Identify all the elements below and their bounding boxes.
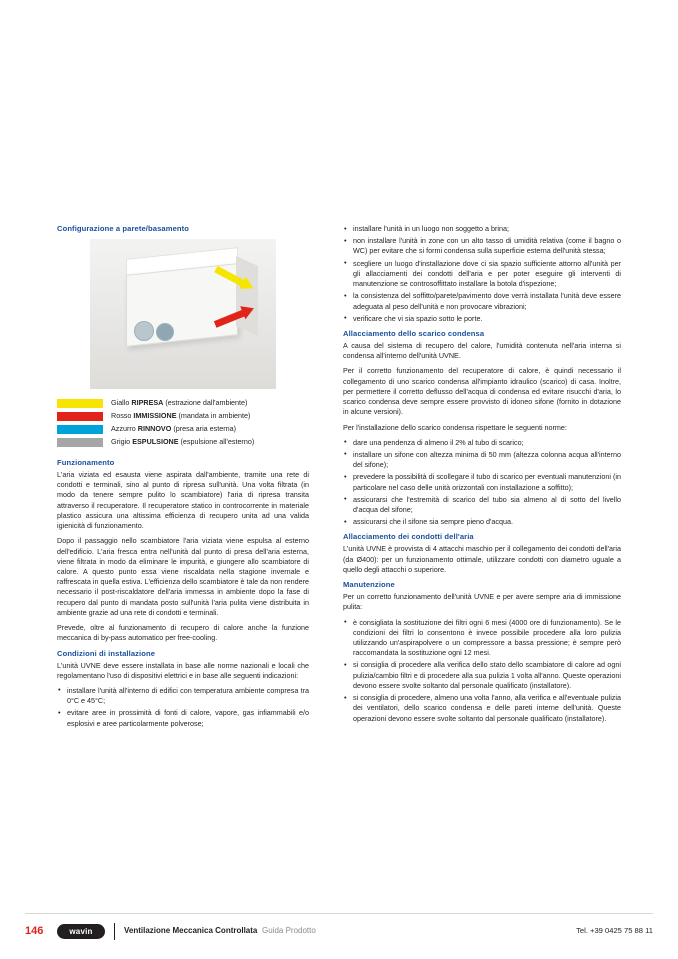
legend-label: [111, 412, 250, 421]
legend-item: [57, 425, 309, 434]
list-item: • è consigliata la sostituzione dei filtri ogni 6 mesi (4000 ore di funzionamento). Se le condizioni dei filtri lo consentono è invece possibile procedere alla loro pulizia utilizzando un'aspirapolvere o un compressore a bassa pressione; è sempre però raccomandata la sostituzione ogni 12 mesi.: [343, 618, 621, 659]
legend-color-name: Grigio: [111, 437, 131, 447]
configuration-heading: Configurazione a parete/basamento: [57, 224, 189, 233]
list-item: • verificare che vi sia spazio sotto le porte.: [343, 314, 621, 324]
condensa-paragraph-2: Per il corretto funzionamento del recuperatore di calore, è quindi necessario il collegamento di uno scarico condensa all'impianto idraulico (scarico) di casa. Inoltre, per permettere il corretto deflusso dell'acqua di condensa ed evitare risucchi d'aria, lo scarico condensa deve sempre essere provvisto di idoneo sifone (fornito in dotazione in alcune versioni).: [343, 366, 621, 417]
legend-label: [111, 399, 247, 408]
footer-subtitle: Guida Prodotto: [262, 926, 316, 935]
spacer: [57, 451, 309, 458]
unit-side-face: [236, 256, 258, 336]
footer-title: Ventilazione Meccanica Controllata: [124, 926, 258, 935]
legend-swatch-grigio: [57, 438, 103, 447]
legend-color-name: Rosso: [111, 411, 132, 421]
list-item: • prevedere la possibilità di scollegare il tubo di scarico per eventuali manutenzioni (in particolare nel caso delle unità orizzontali con installazione a soffitto);: [343, 472, 621, 492]
legend-item: [57, 412, 309, 421]
legend-swatch-azzurro: [57, 425, 103, 434]
list-item: • assicurarsi che il sifone sia sempre pieno d'acqua.: [343, 517, 621, 527]
installation-conditions-bullet-list: [343, 224, 621, 324]
footer-divider: [25, 913, 653, 914]
page-footer: [0, 913, 678, 959]
legend-label: [111, 425, 236, 434]
installazione-heading: Condizioni di installazione: [57, 648, 156, 658]
list-item: • assicurarsi che l'estremità di scarico del tubo sia almeno al di sotto del livello d'acqua del sifone;: [343, 495, 621, 515]
list-item: • dare una pendenza di almeno il 2% al tubo di scarico;: [343, 438, 621, 448]
legend-item: [57, 438, 309, 447]
legend-color-name: Giallo: [111, 398, 130, 408]
unit-duct-connector-2: [156, 323, 174, 341]
condensa-paragraph-1: A causa del sistema di recupero del calore, l'umidità contenuta nell'aria interna si condensa all'interno dell'unità UVNE.: [343, 340, 621, 361]
list-item: • evitare aree in prossimità di fonti di calore, vapore, gas infiammabili e/o esplosivi e aree particolarmente polverose;: [57, 708, 309, 728]
list-item: • si consiglia di procedere alla verifica dello stato dello scambiatore di calore ad ogni pulizia/cambio filtri e di procedere alla sua pulizia 1 volta all'anno. Queste operazioni devono essere svolte soltanto dal personale qualificato (installatore).: [343, 660, 621, 691]
list-item: • scegliere un luogo d'installazione dove ci sia spazio sufficiente attorno all'unità per gli allacciamenti dei condotti dell'aria e per poter eseguire gli interventi di manutenzione se controsoffittato installare la botola d'ispezione;: [343, 259, 621, 290]
legend-color-name: Azzurro: [111, 424, 136, 434]
unit-photo: [57, 239, 309, 389]
unit-duct-connector-1: [134, 321, 154, 341]
legend-flow-name: RIPRESA: [131, 398, 164, 408]
right-column: [343, 224, 621, 729]
unit-photo-background: [90, 239, 276, 389]
list-item: • non installare l'unità in zone con un alto tasso di umidità relativa (come il bagno o WC) per evitare che si formi condensa sulla superficie esterna dell'unità stessa;: [343, 236, 621, 256]
manutenzione-heading: Manutenzione: [343, 580, 395, 590]
condensa-heading: Allacciamento dello scarico condensa: [343, 328, 485, 338]
wavin-logo: wavin: [57, 924, 105, 939]
manutenzione-paragraph-1: Per un corretto funzionamento dell'unità UVNE e per avere sempre aria di immissione pulita:: [343, 592, 621, 612]
legend-swatch-rosso: [57, 412, 103, 421]
legend-flow-name: IMMISSIONE: [133, 411, 177, 421]
legend-desc: (espulsione all'esterno): [180, 437, 255, 447]
manutenzione-bullet-list: [343, 618, 621, 724]
condensa-bullet-list: [343, 438, 621, 528]
legend-swatch-giallo: [57, 399, 103, 408]
legend-desc: (presa aria esterna): [173, 424, 237, 434]
condensa-paragraph-3: Per l'installazione dello scarico condensa rispettare le seguenti norme:: [343, 422, 567, 432]
legend-label: [111, 438, 254, 447]
footer-vertical-divider: [114, 923, 115, 940]
page-number: 146: [25, 925, 44, 937]
installazione-bullet-list: [57, 686, 309, 729]
condotti-heading: Allacciamento dei condotti dell'aria: [343, 532, 474, 542]
legend-flow-name: RINNOVO: [137, 424, 172, 434]
list-item: • si consiglia di procedere, almeno una volta l'anno, alla verifica e all'eventuale pulizia dei ventilatori, dello scarico condensa e delle pareti interne dell'unità. Queste operazioni devono essere svolte soltanto dal personale qualificato (installatore).: [343, 693, 621, 724]
list-item: • installare l'unità in un luogo non soggetto a brina;: [343, 224, 621, 234]
funzionamento-paragraph-3: Prevede, oltre al funzionamento di recupero di calore anche la funzione meccanica di by-pass automatico per free-cooling.: [57, 623, 309, 643]
airflow-legend: [57, 399, 309, 447]
funzionamento-heading: Funzionamento: [57, 458, 115, 467]
legend-item: [57, 399, 309, 408]
legend-flow-name: ESPULSIONE: [132, 437, 179, 447]
funzionamento-paragraph-1: L'aria viziata ed esausta viene aspirata dall'ambiente, tramite una rete di condotti e terminali, sino al punto di ripresa sull'unità. Una volta filtrata (in modo da tenere sempre pulito lo scambiatore) l'aria di ripresa transita attraverso il recuperatore. Il recuperatore statico in controcorrente in materiale plastico assicura una altissima efficienza di recupero unita ad una valida igienicità di funzionamento.: [57, 470, 309, 531]
condotti-paragraph-1: L'unità UVNE è provvista di 4 attacchi maschio per il collegamento dei condotti dell'aria (da Ø400): per un funzionamento ottimale, utilizzare condotti con diametro uguale a quello degli attacchi o superiore.: [343, 544, 621, 574]
left-column: [57, 224, 309, 734]
funzionamento-paragraph-2: Dopo il passaggio nello scambiatore l'aria viziata viene espulsa al esterno dell'edificio. L'aria fresca entra nell'unità dal punto di presa dell'aria esterna, viene filtrata in modo da eliminare le impurità, e giungere allo scambiatore di calore. A questo punto essa viene riscaldata nella stagione invernale e raffrescata in quella estiva. L'efficienza dello scambiatore è tale da non rendere necessario il post-riscaldatore dell'aria immessa in ambiente dopo la fase di recupero dal punto di mandata posto sull'unità l'aria pulita viene distribuita in ambiente grazie ad una rete di condotti e terminali.: [57, 536, 309, 617]
installazione-paragraph-1: L'unità UVNE deve essere installata in base alle norme nazionali e locali che regolamentano l'uso di dispositivi elettrici e in base alle seguenti indicazioni:: [57, 660, 309, 680]
list-item: • installare un sifone con altezza minima di 50 mm (altezza colonna acqua all'interno del sifone);: [343, 450, 621, 470]
legend-desc: (estrazione dall'ambiente): [165, 398, 248, 408]
footer-telephone: Tel. +39 0425 75 88 11: [576, 926, 653, 935]
list-item: • la consistenza del soffitto/parete/pavimento dove verrà installata l'unità deve essere adeguata al peso dell'unità e non provocare vibrazioni;: [343, 291, 621, 311]
legend-desc: (mandata in ambiente): [178, 411, 251, 421]
list-item: • installare l'unità all'interno di edifici con temperatura ambiente compresa tra 0°C e 45°C;: [57, 686, 309, 706]
